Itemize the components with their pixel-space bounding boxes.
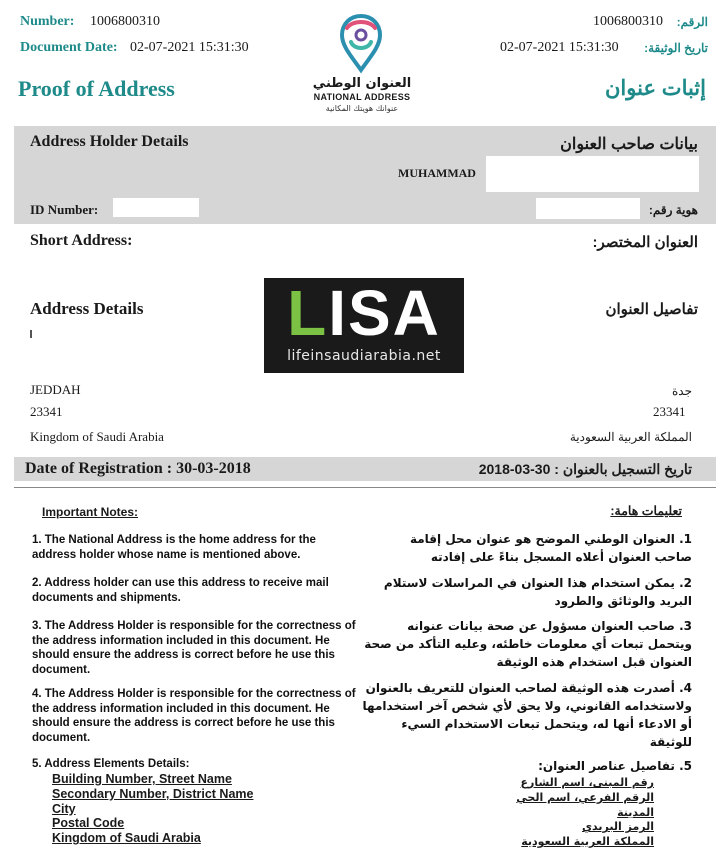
note-1: 1. The National Address is the home address for the address holder whose name is mentioned above. bbox=[32, 534, 316, 561]
country-en: Kingdom of Saudi Arabia bbox=[30, 429, 164, 444]
note-5: 5. Address Elements Details: bbox=[32, 758, 190, 770]
list-item: الرقم الفرعي، اسم الحي bbox=[516, 790, 654, 804]
divider bbox=[14, 487, 716, 488]
city-en: JEDDAH bbox=[30, 382, 81, 397]
cursor-mark bbox=[30, 330, 32, 338]
page-title-ar: إثبات عنوان bbox=[605, 77, 706, 100]
note-2: 2. Address holder can use this address to receive mail documents and shipments. bbox=[32, 577, 329, 604]
note-4-ar: 4. أصدرت هذه الوثيقة لصاحب العنوان للتعريف بالعنوان ولاستخدامه القانوني، ولا يحق لأي شخص آخر استخدامها أو الادعاء أنها له، ويتحمل تبعات الاستخدام السيء للوثيقة bbox=[362, 681, 692, 749]
address-details-title-ar: تفاصيل العنوان bbox=[605, 301, 698, 318]
number-label: Number: bbox=[20, 14, 75, 29]
note-4: 4. The Address Holder is responsible for the correctness of the address information included in this document. He should ensure the address is correct before he use this document. bbox=[32, 688, 356, 744]
list-item: Kingdom of Saudi Arabia bbox=[52, 831, 201, 846]
notes-title: Important Notes: bbox=[42, 505, 138, 519]
holder-title-ar: بيانات صاحب العنوان bbox=[560, 136, 698, 153]
number-value-ar: 1006800310 bbox=[593, 14, 663, 29]
address-details-title: Address Details bbox=[30, 299, 144, 318]
short-address-title-ar: العنوان المختصر: bbox=[592, 234, 698, 251]
short-address-title: Short Address: bbox=[30, 232, 133, 249]
national-address-logo-icon bbox=[334, 12, 388, 74]
name-redaction bbox=[486, 156, 699, 192]
note-1-ar: 1. العنوان الوطني الموضح هو عنوان محل إقامة صاحب العنوان أعلاه المسجل بناءً على إفادته bbox=[409, 532, 692, 564]
number-value: 1006800310 bbox=[90, 14, 160, 29]
city-ar: جدة bbox=[671, 384, 692, 398]
list-item: Building Number, Street Name bbox=[52, 772, 232, 786]
postal-code-ar: 23341 bbox=[653, 404, 686, 419]
logo-tagline-ar: عنوانك هويتك المكانية bbox=[325, 104, 399, 113]
document-date-label-ar: تاريخ الوثيقة: bbox=[644, 41, 708, 55]
note-2-ar: 2. يمكن استخدام هذا العنوان في المراسلات لاستلام البريد والوثائق والطرود bbox=[383, 576, 692, 608]
list-item: Secondary Number, District Name bbox=[52, 786, 254, 801]
note-5-ar: 5. تفاصيل عناصر العنوان: bbox=[538, 759, 692, 773]
postal-code-en: 23341 bbox=[30, 404, 63, 419]
document-date-value: 02-07-2021 15:31:30 bbox=[130, 40, 249, 55]
notes-title-ar: تعليمات هامة: bbox=[610, 504, 682, 518]
watermark-logo: LISA bbox=[287, 277, 441, 349]
address-elements-list bbox=[52, 772, 352, 846]
country-ar: المملكة العربية السعودية bbox=[569, 430, 692, 444]
list-item: المدينة bbox=[617, 805, 654, 819]
holder-name: MUHAMMAD bbox=[398, 166, 476, 180]
logo-text-en: NATIONAL ADDRESS bbox=[313, 92, 411, 102]
list-item: المملكة العربية السعودية bbox=[521, 835, 654, 849]
document-date-value-ar: 02-07-2021 15:31:30 bbox=[500, 40, 619, 55]
note-3-ar: 3. صاحب العنوان مسؤول عن صحة بيانات عنوانه ويتحمل تبعات أي معلومات خاطئه، وعليه التأكد من صحة العنوان قبل استخدام هذه الوثيقة bbox=[364, 619, 692, 669]
address-elements-list-ar bbox=[454, 776, 654, 850]
logo-text-ar: العنوان الوطني bbox=[312, 76, 412, 91]
list-item: City bbox=[52, 801, 76, 816]
watermark-url: lifeinsaudiarabia.net bbox=[287, 348, 441, 364]
number-label-ar: الرقم: bbox=[676, 15, 708, 29]
document-date-label: Document Date: bbox=[20, 40, 118, 55]
list-item: رقم المبنى، اسم الشارع bbox=[520, 776, 654, 789]
id-number-label-ar: هوية رقم: bbox=[648, 203, 698, 217]
id-number-label: ID Number: bbox=[30, 202, 99, 217]
lisa-watermark bbox=[264, 278, 464, 373]
registration-date: Date of Registration : 30-03-2018 bbox=[25, 460, 251, 477]
list-item: Postal Code bbox=[52, 816, 125, 831]
note-3: 3. The Address Holder is responsible for the correctness of the address information included in this document. He should ensure the address is correct before he use this document. bbox=[32, 620, 356, 676]
id-redaction bbox=[113, 198, 199, 217]
id-redaction-ar bbox=[536, 198, 640, 219]
page-title: Proof of Address bbox=[18, 76, 175, 101]
list-item: الرمز البريدي bbox=[581, 820, 654, 834]
registration-date-ar: تاريخ التسجيل بالعنوان : 30-03-2018 bbox=[478, 461, 692, 477]
holder-title: Address Holder Details bbox=[30, 133, 189, 150]
